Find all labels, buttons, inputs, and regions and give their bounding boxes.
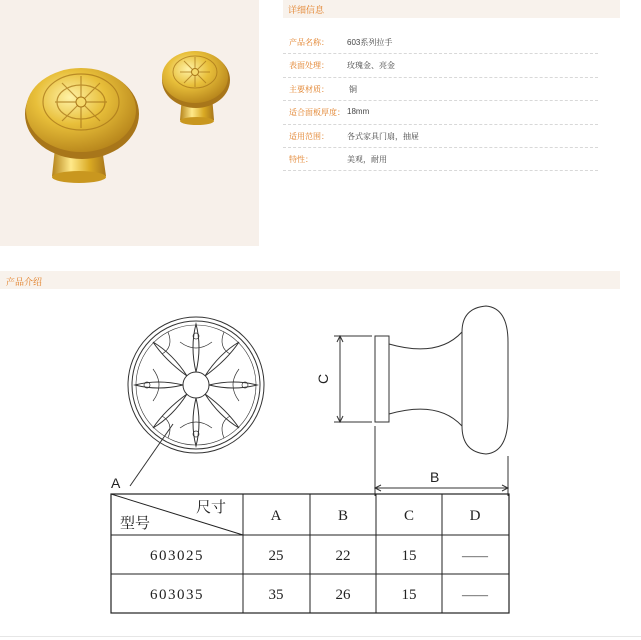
spec-value: 美观，耐用 [347, 154, 387, 164]
spec-row [283, 101, 598, 124]
table-corner-dimension: 尺寸 [196, 500, 227, 516]
spec-value: 603系列拉手 [347, 38, 393, 47]
table-cell: 15 [401, 548, 417, 564]
dimension-b-label: B [430, 469, 440, 485]
product-photo [0, 0, 259, 246]
table-column-header: C [403, 508, 415, 524]
small-knob [162, 51, 230, 125]
spec-value: 18mm [347, 107, 370, 117]
table-column-header: A [270, 508, 282, 524]
spec-label: 特性： [289, 154, 313, 164]
technical-drawing [110, 302, 510, 614]
spec-label: 适合面板厚度： [289, 108, 345, 118]
intro-section-header [0, 271, 620, 289]
spec-row [283, 78, 598, 101]
large-knob [25, 68, 139, 183]
table-cell: 35 [268, 587, 284, 603]
knob-photo-illustration [0, 0, 259, 246]
table-cell: 25 [268, 548, 284, 564]
intro-section-title: 产品介绍 [6, 277, 43, 287]
spec-label: 适用范围： [289, 131, 329, 141]
table-corner-model: 型号 [120, 516, 151, 532]
table-cell: 26 [335, 587, 351, 603]
spec-value: 玫瑰金、亮金 [347, 61, 395, 71]
table-cell: 22 [335, 548, 351, 564]
table-cell-model: 603025 [150, 548, 204, 564]
spec-value: 铜 [349, 84, 357, 94]
detail-section-title: 详细信息 [288, 5, 325, 15]
dimension-drawing [110, 302, 510, 614]
spec-label: 表面处理： [289, 61, 329, 71]
spec-row [283, 31, 598, 54]
spec-row [283, 148, 598, 171]
dimension-c-label: C [315, 373, 331, 384]
dimension-a-label: A [111, 475, 121, 491]
table-cell: 15 [401, 587, 417, 603]
table-cell: —— [462, 548, 488, 563]
table-column-header: B [337, 508, 349, 524]
table-cell: —— [462, 587, 488, 602]
spec-label: 主要材质： [289, 84, 329, 94]
detail-section-header [283, 0, 620, 18]
spec-label: 产品名称： [289, 38, 329, 47]
page-bottom-divider [0, 636, 641, 637]
spec-table [283, 31, 598, 171]
spec-row [283, 54, 598, 77]
table-cell-model: 603035 [150, 587, 204, 603]
spec-row [283, 125, 598, 148]
table-column-header: D [469, 508, 481, 524]
spec-value: 各式家具门扇，抽屉 [347, 131, 419, 141]
